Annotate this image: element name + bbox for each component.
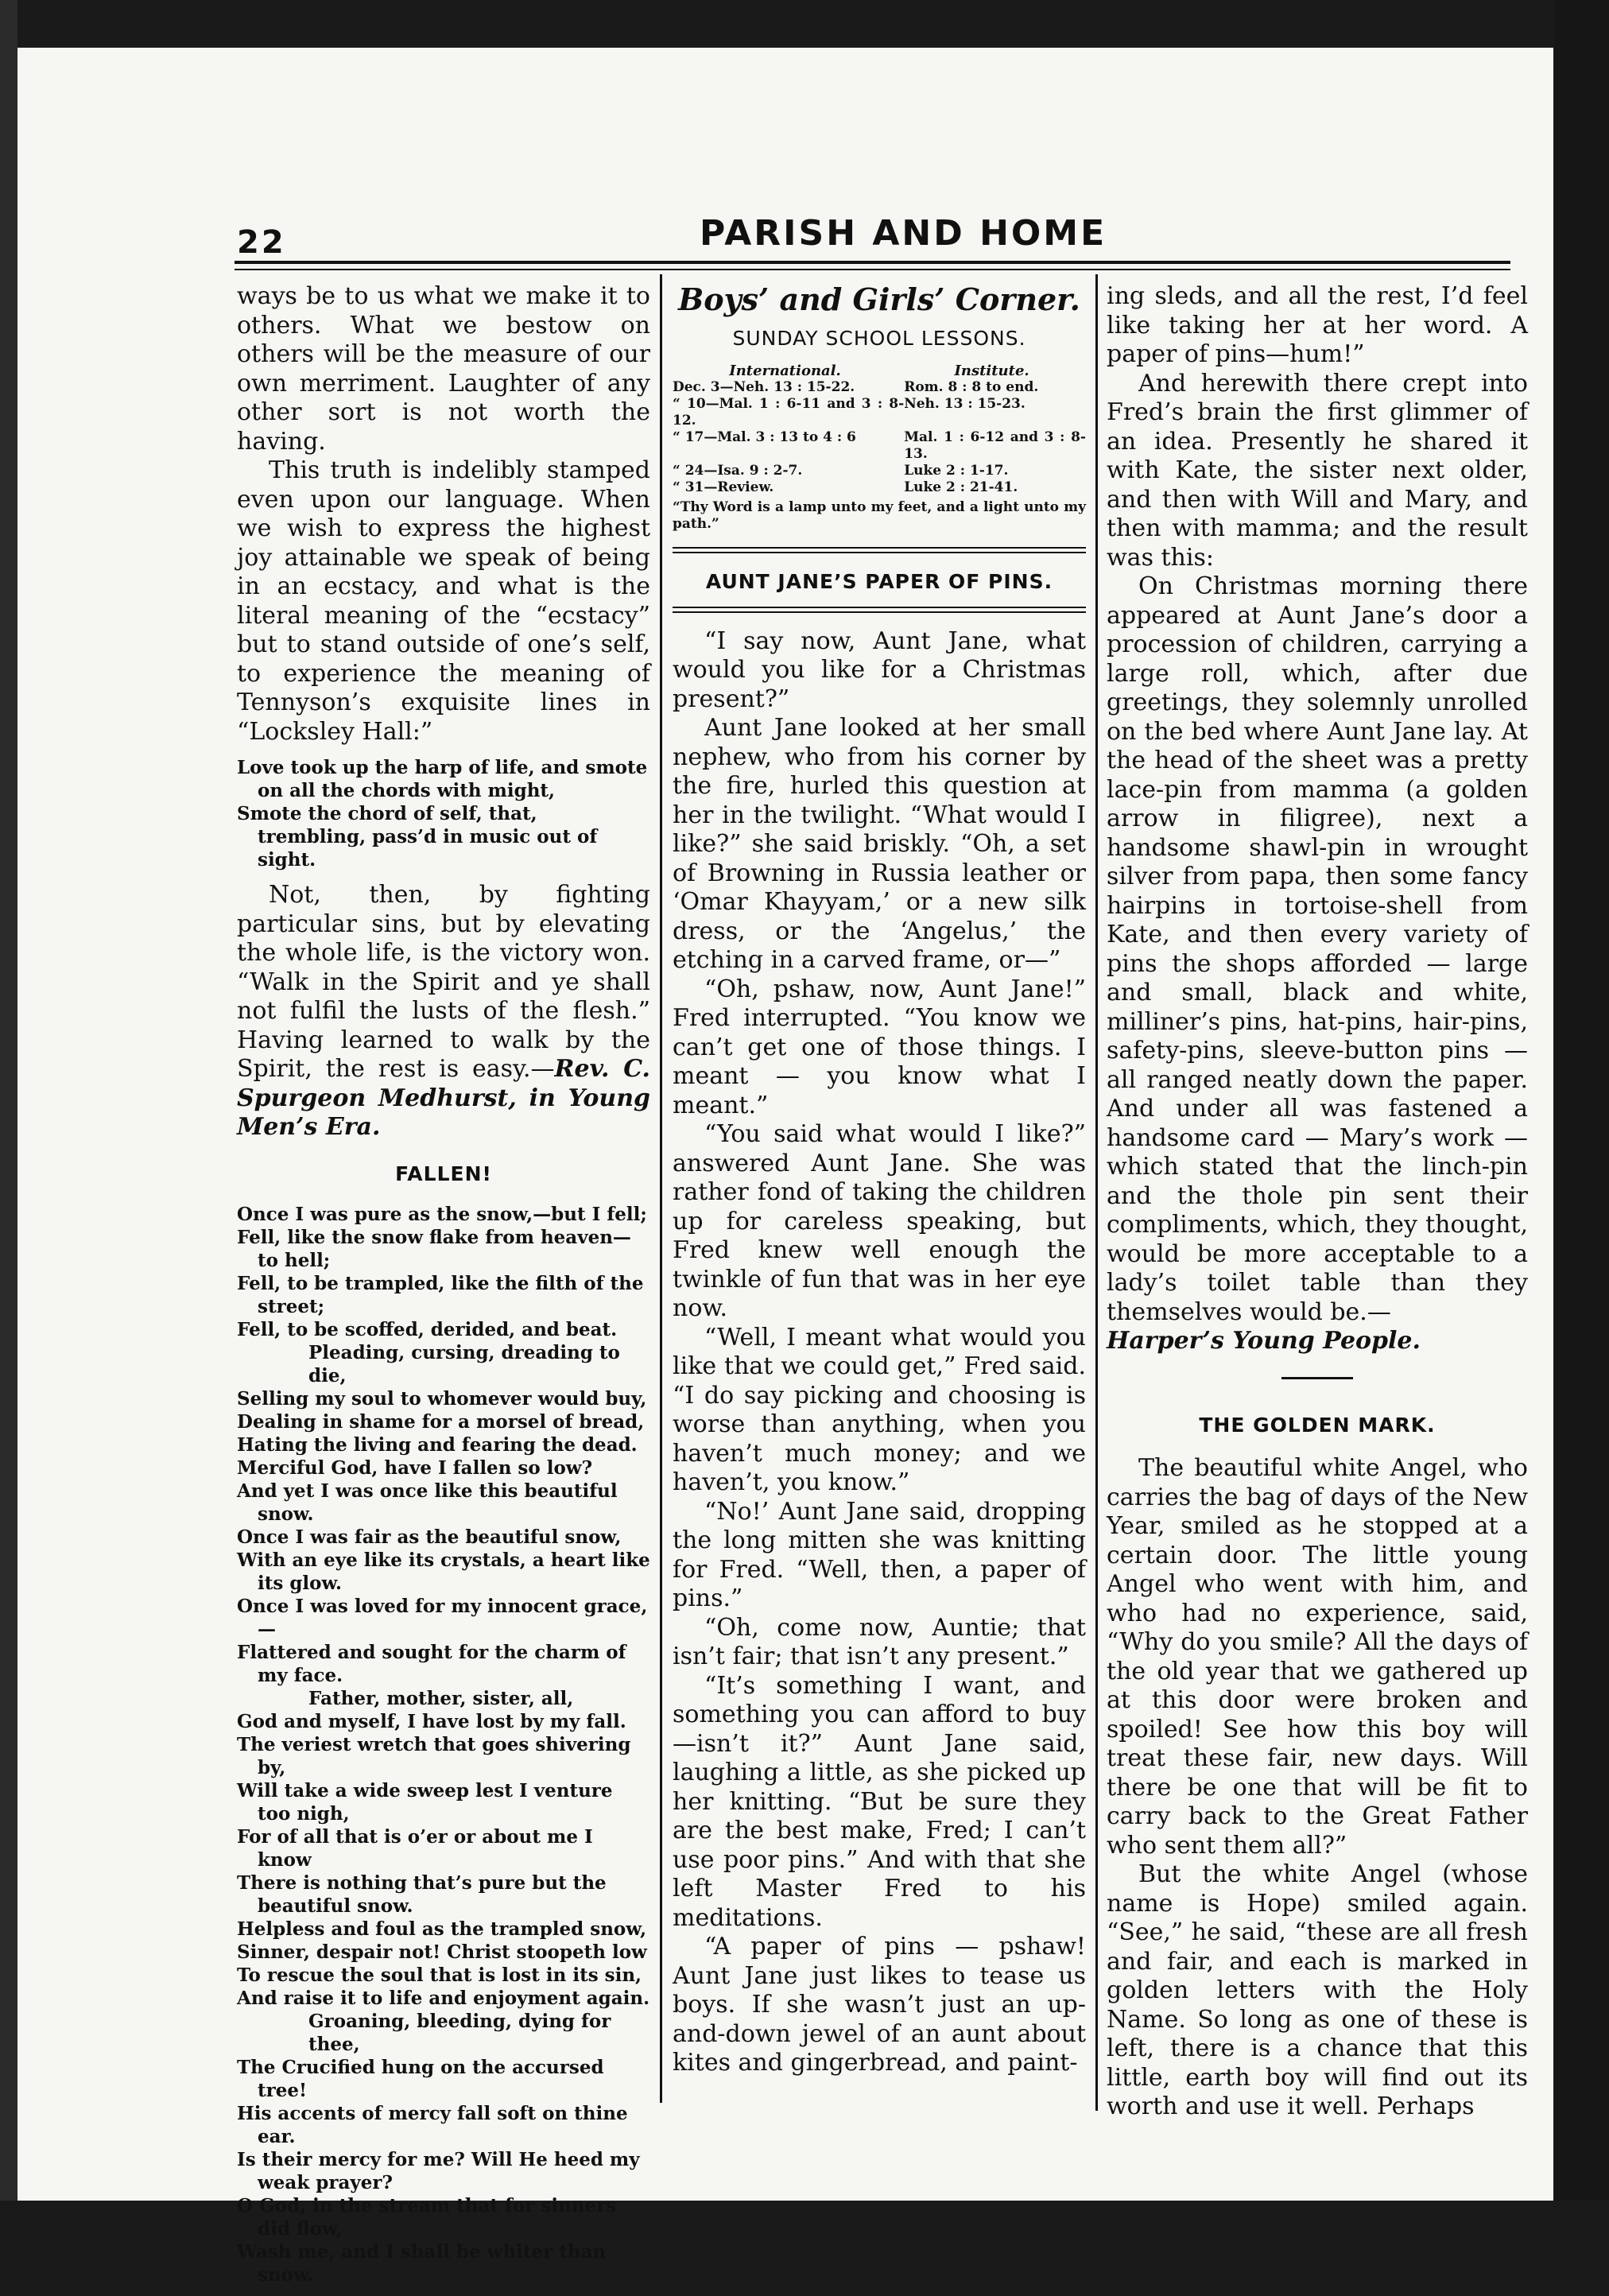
paragraph: ways be to us what we make it to others. What we bestow on others will be the measure of our own merriment. Laughter of any other sort is not worth the having. <box>237 282 650 456</box>
poem-line: For of all that is o’er or about me I know <box>237 1826 593 1871</box>
section-rule <box>673 547 1086 553</box>
poem-line: Selling my soul to whomever would buy, <box>237 1388 647 1410</box>
lesson-institute: Rom. 8 : 8 to end. <box>904 379 1039 395</box>
poem-line: Fell, like the snow flake from heaven—to hell; <box>237 1227 631 1271</box>
paragraph: “You said what would I like?” answered Aunt Jane. She was rather fond of taking the children up for careless speaking, but Fred knew well enough the twinkle of fun that was in her eye now. <box>673 1120 1086 1322</box>
poem-line: Sinner, despair not! Christ stoopeth low <box>237 1941 647 1963</box>
header-rule <box>235 261 1510 264</box>
paragraph: “A paper of pins — pshaw! Aunt Jane just likes to tease us boys. If she wasn’t just an up-and-down jewel of an aunt about kites and gingerbread, and paint- <box>673 1933 1086 2077</box>
paragraph: “Oh, come now, Auntie; that isn’t fair; that isn’t any present.” <box>673 1613 1086 1670</box>
lesson-international: “ 17—Mal. 3 : 13 to 4 : 6 <box>673 429 856 445</box>
paragraph: “Well, I meant what would you like that we could get,” Fred said. “I do say picking and choosing is worse than anything, when you haven’t much money; and we haven’t, you know.” <box>673 1323 1086 1496</box>
poem-line: Flattered and sought for the charm of my face. <box>237 1642 626 1686</box>
column-left <box>237 282 650 2296</box>
paragraph <box>237 881 650 1142</box>
poem-line: Once I was pure as the snow,—but I fell; <box>237 1204 647 1225</box>
paragraph: This truth is indelibly stamped even upon our language. When we wish to express the highest joy attainable we speak of being in an ecstacy, and what is the literal meaning of the “ecstacy” but to stand outside of one’s self, to experience the meaning of Tennyson’s exquisite lines in “Locksley Hall:” <box>237 456 650 746</box>
column-right <box>1107 282 1528 2122</box>
poem-line: There is nothing that’s pure but the beautiful snow. <box>237 1872 607 1917</box>
lesson-rows <box>673 379 1086 496</box>
lesson-row <box>673 463 1086 479</box>
quote-line: Love took up the harp of life, and smote on all the chords with might, <box>237 757 648 801</box>
poem-line: Merciful God, have I fallen so low? <box>237 1457 593 1479</box>
poem-line: And raise it to life and enjoyment again. <box>237 1988 650 2009</box>
story-continued <box>1107 282 1528 1356</box>
paragraph: On Christmas morning there appeared at Aunt Jane’s door a procession of children, carrying a large roll, which, after due greetings, they solemnly unrolled on the bed where Aunt Jane lay. At the head of the sheet was a pretty lace-pin from mamma (a golden arrow in filigree), next a handsome shawl-pin in wrought silver from papa, then some fancy hairpins in tortoise-shell from Kate, and then every variety of pins the shops afforded — large and small, black and white, milliner’s pins, hat-pins, hair-pins, safety-pins, sleeve-button pins — all ranged neatly down the paper. And under all was fastened a handsome card — Mary’s work — which stated that the linch-pin and the thole pin sent their compliments, which, they thought, would be more acceptable to a lady’s toilet table than they themselves would be.— <box>1107 572 1528 1326</box>
poem-line: His accents of mercy fall soft on thine ear. <box>237 2103 628 2147</box>
story-title: AUNT JANE’S PAPER OF PINS. <box>705 570 1053 593</box>
lesson-row <box>673 429 1086 463</box>
lesson-institute: Mal. 1 : 6-12 and 3 : 8-13. <box>904 429 1086 462</box>
lessons-head-left: International. <box>729 363 841 379</box>
section-title-fallen: FALLEN! <box>395 1162 492 1185</box>
poem-line: Fell, to be trampled, like the filth of the street; <box>237 1273 644 1317</box>
fallen-poem <box>237 1203 650 2286</box>
lesson-row <box>673 379 1086 396</box>
poem-line: Pleading, cursing, dreading to die, <box>308 1342 620 1387</box>
binding-edge <box>0 0 17 2201</box>
lesson-international: “ 31—Review. <box>673 479 774 495</box>
publication-title: PARISH AND HOME <box>700 213 1107 254</box>
corner-title: Boys’ and Girls’ Corner. <box>678 281 1080 317</box>
paragraph-text: Not, then, by fighting particular sins, but by elevating the whole life, is the victory won. “Walk in the Spirit and ye shall not fulfil the lusts of the flesh.” Having learned to walk by the Spirit, the rest is easy.— <box>237 881 650 1083</box>
poem-line: Is their mercy for me? Will He heed my weak prayer? <box>237 2149 640 2193</box>
section-title-golden-mark: THE GOLDEN MARK. <box>1199 1413 1436 1437</box>
paragraph: And herewith there crept into Fred’s brain the first glimmer of an idea. Presently he shared it with Kate, the sister next older, and then with Will and Mary, and then with mamma; and the result was this: <box>1107 369 1528 572</box>
page-number: 22 <box>237 224 286 261</box>
poem-line: Once I was fair as the beautiful snow, <box>237 1526 622 1548</box>
poem-line: Fell, to be scoffed, derided, and beat. <box>237 1319 618 1340</box>
paragraph: “No!’ Aunt Jane said, dropping the long mitten she was knitting for Fred. “Well, then, a paper of pins.” <box>673 1497 1086 1612</box>
poem-line: And yet I was once like this beautiful snow. <box>237 1480 618 1525</box>
lesson-international: “ 10—Mal. 1 : 6-11 and 3 : 8-12. <box>673 396 905 429</box>
lesson-row <box>673 479 1086 496</box>
golden-mark-body <box>1107 1454 1528 2122</box>
attribution <box>1107 1327 1528 1356</box>
header-rule-thin <box>235 269 1510 270</box>
poem-line: Groaning, bleeding, dying for thee, <box>308 2011 611 2055</box>
paragraph: Aunt Jane looked at her small nephew, who from his corner by the fire, hurled this question at her in the twilight. “What would I like?” she said briskly. “Oh, a set of Browning in Russia leather or ‘Omar Khayyam,’ or a new silk dress, or the ‘Angelus,’ the etching in a carved frame, or—” <box>673 714 1086 974</box>
poem-line: The veriest wretch that goes shivering by, <box>237 1734 631 1778</box>
column-rule-2 <box>1095 274 1098 2111</box>
poem-line: Once I was loved for my innocent grace,— <box>237 1596 648 1640</box>
quote-line: Smote the chord of self, that, trembling, pass’d in music out of sight. <box>237 803 598 871</box>
attribution: Rev. C. Spurgeon Medhurst, in Young Men’s Era. <box>237 1055 650 1141</box>
lessons-head-right: Institute. <box>954 363 1029 379</box>
lesson-row <box>673 396 1086 429</box>
poem-line: To rescue the soul that is lost in its sin, <box>237 1964 642 1986</box>
story-body <box>673 627 1086 2078</box>
paragraph: The beautiful white Angel, who carries the bag of days of the New Year, smiled as he stopped at a certain door. The little young Angel who went with him, and who had no experience, said, “Why do you smile? All the days of the old year that we gathered up at this door were broken and spoiled! See how this boy will treat these fair, new days. Will there be one that will be fit to carry back to the Great Father who sent them all?” <box>1107 1454 1528 1860</box>
paragraph: But the white Angel (whose name is Hope) smiled again. “See,” he said, “these are all fresh and fair, and each is marked in golden letters with the Holy Name. So long as one of these is left, there is a chance that this little, earth boy will find out its worth and use it well. Perhaps <box>1107 1860 1528 2120</box>
paragraph: ing sleds, and all the rest, I’d feel like taking her at her word. A paper of pins—hum!” <box>1107 282 1528 368</box>
poem-line: Helpless and foul as the trampled snow, <box>237 1918 647 1940</box>
paragraph: “It’s something I want, and something you can afford to buy —isn’t it?” Aunt Jane said, laughing a little, as she picked up her knitting. “But be sure they are the best make, Fred; I can’t use poor pins.” And with that she left Master Fred to his meditations. <box>673 1671 1086 1932</box>
poem-line: God and myself, I have lost by my fall. <box>237 1711 626 1732</box>
lessons-table <box>673 363 1086 533</box>
poem-line: Hating the living and fearing the dead. <box>237 1434 638 1456</box>
section-divider <box>1281 1377 1353 1379</box>
lesson-institute: Luke 2 : 1-17. <box>904 463 1009 479</box>
lesson-international: Dec. 3—Neh. 13 : 15-22. <box>673 379 855 395</box>
poem-line: Wash me, and I shall be whiter than snow. <box>237 2241 607 2286</box>
column-middle <box>673 282 1086 2078</box>
lesson-institute: Neh. 13 : 15-23. <box>904 396 1025 412</box>
tennyson-quote <box>237 756 650 871</box>
paragraph: “I say now, Aunt Jane, what would you like for a Christmas present?” <box>673 626 1086 713</box>
poem-line: With an eye like its crystals, a heart like its glow. <box>237 1549 650 1594</box>
poem-line: O God, in the stream that for sinners did flow, <box>237 2195 617 2240</box>
lesson-institute: Luke 2 : 21-41. <box>904 479 1018 495</box>
lessons-title: SUNDAY SCHOOL LESSONS. <box>732 326 1026 350</box>
poem-line: The Crucified hung on the accursed tree! <box>237 2057 604 2101</box>
lessons-column-headers <box>673 363 1086 379</box>
running-head <box>0 205 1609 269</box>
lesson-international: “ 24—Isa. 9 : 2-7. <box>673 463 803 479</box>
poem-line: Dealing in shame for a morsel of bread, <box>237 1411 645 1433</box>
paragraph: “Oh, pshaw, now, Aunt Jane!” Fred interrupted. “You know we can’t get one of those things. I meant — you know what I meant.” <box>673 975 1086 1119</box>
page-edge-shadow <box>1554 0 1609 2201</box>
section-rule <box>673 607 1086 613</box>
poem-line: Will take a wide sweep lest I venture too nigh, <box>237 1780 613 1825</box>
column-rule-1 <box>660 274 662 2103</box>
poem-line: Father, mother, sister, all, <box>308 1688 574 1709</box>
attribution-text: Harper’s Young People. <box>1107 1327 1421 1355</box>
verse: “Thy Word is a lamp unto my feet, and a light unto my path.” <box>673 499 1086 532</box>
